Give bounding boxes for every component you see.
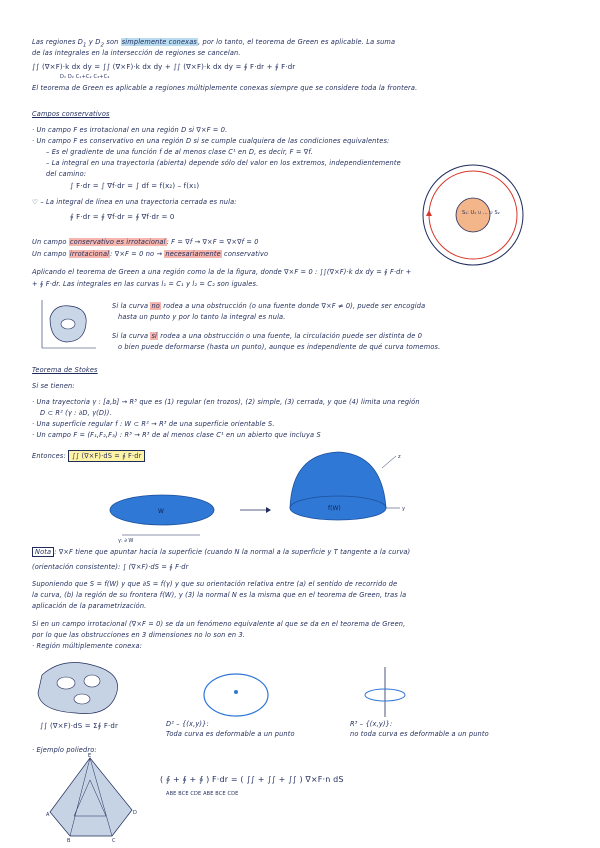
- polyhedron-example-label: · Ejemplo poliedro:: [32, 746, 97, 754]
- arrow-icon: [266, 507, 271, 513]
- note-line-1: Nota : ∇×F tiene que apuntar hacia la superficie (cuando N la normal a la superficie y T tangente a la curva): [32, 548, 410, 556]
- caption-multiply-connected: ∫∫ (∇×F)·dS = Σ∮ F·dr: [40, 722, 118, 730]
- conservative-line-6: ♡ – La integral de línea en una trayectoria cerrada es nula:: [32, 198, 237, 206]
- conservative-line-5: del camino:: [46, 170, 87, 178]
- punctured-disk-figure: [200, 670, 272, 720]
- green-sum-formula-subscripts: D₁ D₂ C₁+C₂ C₃+C₄: [60, 74, 110, 80]
- polyhedron-formula: ( ∮ + ∮ + ∮ ) F·dr = ( ∫∫ + ∫∫ + ∫∫ ) ∇×F·n dS: [160, 775, 344, 784]
- vertex-e: E: [88, 753, 92, 759]
- region-with-hole-figure: [36, 298, 98, 354]
- stokes-line-2: · Una trayectoria γ : [a,b] → R³ que es (1) regular (en trozos), (2) simple, (3) cerrada, y que (4) limita una región: [32, 398, 420, 406]
- heart-icon: ♡: [32, 198, 39, 206]
- conservative-line-8: Un campo irrotacional: ∇×F = 0 no → necesariamente conservativo: [32, 250, 269, 258]
- polyhedron-figure: [40, 752, 140, 842]
- figure-y-axis: y: [402, 506, 405, 512]
- conservative-line-4: – La integral en una trayectoria (abierta) depende sólo del valor en los extremos, independientemente: [46, 159, 401, 167]
- conservative-line-3: – Es el gradiente de una función f de al menos clase C¹ en D, es decir, F = ∇f.: [46, 148, 313, 156]
- highlight-irrotational: irrotacional: [69, 250, 110, 258]
- note-label-box: Nota: [32, 547, 54, 557]
- caption-disk-title: D² – {(x,y)}:: [166, 720, 209, 728]
- green-line-1: Aplicando el teorema de Green a una región como la de la figura, donde ∇×F = 0 : ∫∫(∇×F)·k dx dy = ∮ F·dr +: [32, 268, 412, 276]
- stokes-line-4: · Una superficie regular f : W ⊂ R² → R³ de una superficie orientable S.: [32, 420, 275, 428]
- intro-line-1: Las regiones $D_1$ y $D_2$ son simplemente conexas, por lo tanto, el teorema de Green es aplicable. La suma: [32, 38, 396, 49]
- stokes-figure: [100, 450, 420, 545]
- highlight-simply-connected: simplemente conexas: [121, 38, 198, 46]
- figure-w-label: W: [158, 508, 164, 515]
- closed-path-formula: ∮ F·dr = ∮ ∇f·dr = ∮ ∇f·dr = 0: [70, 213, 175, 221]
- note-line-7: por lo que las obstrucciones en 3 dimensiones no lo son en 3.: [32, 631, 246, 639]
- note-line-6: Si en un campo irrotacional (∇×F = 0) se da un fenómeno equivalente al que se da en el teorema de Green,: [32, 620, 406, 628]
- stokes-line-3: D ⊂ R² (γ : ∂D, γ(D)).: [40, 409, 112, 417]
- line-removed-space-figure: [360, 665, 410, 720]
- note-line-2: (orientación consistente): ∫ (∇×F)·dS = ∮ F·dr: [32, 563, 189, 571]
- arrow-icon: [426, 210, 432, 216]
- note-line-8: · Región múltiplemente conexa:: [32, 642, 143, 650]
- disk-inner-label: S₁: U₁ ∪ ... ∪ S₂: [462, 210, 500, 216]
- note-line-3: Suponiendo que S = f(W) y que ∂S = f(γ) y que su orientación relativa entre (a) el sentido de recorrido de: [32, 580, 398, 588]
- highlight-no: no: [151, 302, 160, 310]
- figure-z-axis: z: [398, 454, 401, 460]
- intro-line-2: de las integrales en la intersección de regiones se cancelan.: [32, 49, 241, 57]
- highlight-conservative-irrotational: conservativo es irrotacional: [69, 238, 166, 246]
- caption-space-title: R³ – {(x,y)}:: [350, 720, 393, 728]
- caption-disk-text: Toda curva es deformable a un punto: [166, 730, 295, 738]
- highlight-yes: sí: [151, 332, 158, 340]
- heading-stokes: Teorema de Stokes: [32, 366, 98, 374]
- green-sum-formula: ∫∫ (∇×F)·k dx dy = ∫∫ (∇×F)·k dx dy + ∫∫ (∇×F)·k dx dy = ∮ F·dr + ∮ F·dr: [32, 63, 296, 71]
- bullet-2-line-1: Si la curva sí rodea a una obstrucción o una fuente, la circulación puede ser distinta de 0: [112, 332, 423, 340]
- multiply-connected-surface-figure: [32, 655, 132, 720]
- heading-conservative-fields: Campos conservativos: [32, 110, 110, 118]
- polyhedron-formula-subscripts: ABE BCE CDE ABE BCE CDE: [166, 791, 239, 797]
- caption-space-text: no toda curva es deformable a un punto: [350, 730, 489, 738]
- bullet-1-line-2: hasta un punto y por lo tanto la integral es nula.: [118, 313, 286, 321]
- conservative-line-7: Un campo conservativo es irrotacional: F = ∇f → ∇×F = ∇×∇f = 0: [32, 238, 259, 246]
- path-independence-formula: ∫ F·dr = ∫ ∇f·dr = ∫ df = f(x₂) – f(x₁): [70, 182, 200, 190]
- highlight-necessarily: necesariamente: [165, 250, 221, 258]
- note-line-4: la curva, (b) la región de su frontera f(W), y (3) la normal N es la misma que en el teorema de Green, tras la: [32, 591, 407, 599]
- stokes-line-1: Si se tienen:: [32, 382, 75, 390]
- stokes-line-5: · Un campo F = (F₁,F₂,F₃) : R³ → R³ de al menos clase C¹ en un abierto que incluya S: [32, 431, 321, 439]
- bullet-1-line-1: Si la curva no rodea a una obstrucción (o una fuente donde ∇×F ≠ 0), puede ser encogida: [112, 302, 426, 310]
- vertex-a: A: [46, 812, 50, 818]
- annulus-figure: [420, 160, 530, 270]
- vertex-c: C: [112, 838, 116, 842]
- note-line-5: aplicación de la parametrización.: [32, 602, 147, 610]
- conservative-line-2: · Un campo F es conservativo en una región D si se cumple cualquiera de las condiciones equivalentes:: [32, 137, 390, 145]
- vertex-b: B: [67, 838, 71, 842]
- bullet-2-line-2: o bien puede deformarse (hasta un punto), aunque es independiente de qué curva tomemos.: [118, 343, 441, 351]
- stokes-formula-box: ∫∫ (∇×F)·dS = ∮ F·dr: [68, 450, 145, 462]
- conservative-line-1: · Un campo F es irrotacional en una región D si ∇×F = 0.: [32, 126, 228, 134]
- figure-f-label: f(W): [328, 505, 341, 512]
- green-line-2: + ∮ F·dr. Las integrales en las curvas l₁ = C₁ y l₂ = C₂ son iguales.: [32, 280, 259, 288]
- vertex-d: D: [133, 810, 137, 816]
- stokes-line-6: Entonces: ∫∫ (∇×F)·dS = ∮ F·dr: [32, 452, 145, 460]
- figure-fw-label: γ: ∂ W: [118, 538, 134, 544]
- intro-line-3: El teorema de Green es aplicable a regiones múltiplemente conexas siempre que se considere toda la frontera.: [32, 84, 418, 92]
